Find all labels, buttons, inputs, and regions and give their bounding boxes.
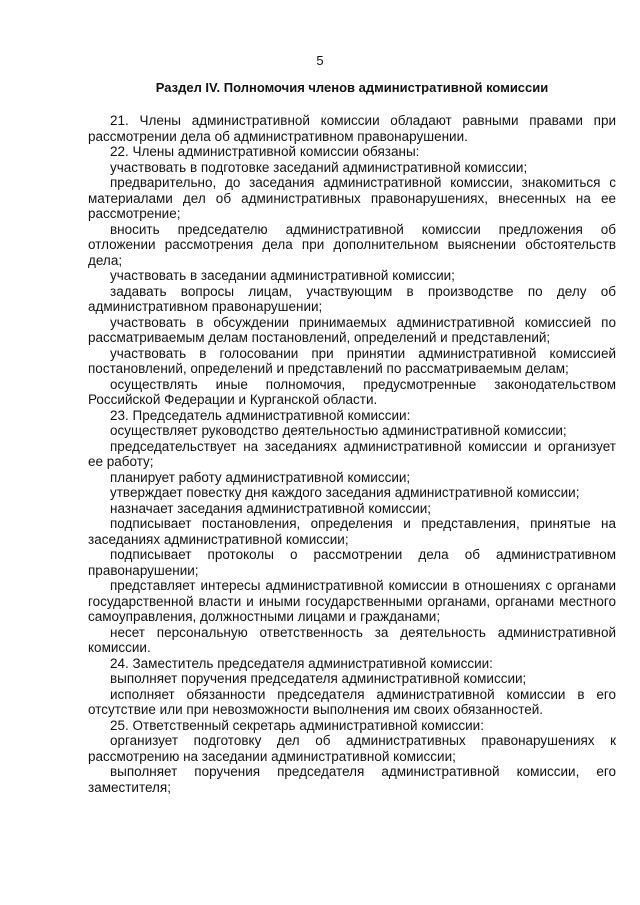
paragraph: участвовать в заседании административной комиссии; [110, 268, 455, 283]
paragraph: подписывает протоколы о рассмотрении дела об административном правонарушении; [88, 547, 616, 578]
paragraph: задавать вопросы лицам, участвующим в производстве по делу об административном правонарушении; [88, 283, 616, 314]
paragraph: предварительно, до заседания административной комиссии, знакомиться с материалами дел об административных правонарушениях, внесенных на ее рассмотрение; [88, 175, 616, 221]
paragraph: выполняет поручения председателя административной комиссии, его заместителя; [88, 764, 616, 795]
document-body [88, 113, 616, 795]
paragraph: участвовать в подготовке заседаний административной комиссии; [110, 159, 528, 175]
page-number: 5 [316, 53, 324, 68]
paragraph: 22. Члены административной комиссии обязаны: [110, 144, 420, 159]
paragraph: вносить председателю административной комиссии предложения об отложении рассмотрения дела при дополнительном выяснении обстоятельств дела; [88, 221, 616, 268]
paragraph: представляет интересы административной комиссии в отношениях с органами государственной власти и иными государственными органами, органами местного самоуправления, должностными лицами и гражданами; [88, 578, 616, 624]
paragraph: председательствует на заседаниях административной комиссии и организует ее работу; [88, 438, 616, 469]
paragraph: несет персональную ответственность за деятельность административной комиссии. [88, 624, 616, 655]
paragraph: подписывает постановления, определения и представления, принятые на заседаниях административной комиссии; [88, 516, 616, 547]
section-title: Раздел IV. Полномочия членов административной комиссии [155, 80, 549, 95]
paragraph: организует подготовку дел об административных правонарушениях к рассмотрению на заседании административной комиссии; [88, 733, 616, 764]
paragraph: исполняет обязанности председателя административной комиссии в его отсутствие или при невозможности выполнения им своих обязанностей. [88, 686, 616, 717]
paragraph: осуществляет руководство деятельностью административной комиссии; [110, 423, 567, 438]
paragraph: участвовать в голосовании при принятии административной комиссией постановлений, определений и представлений по рассматриваемым делам; [88, 345, 616, 376]
paragraph: 24. Заместитель председателя административной комиссии: [110, 655, 493, 671]
paragraph: 25. Ответственный секретарь административной комиссии: [110, 717, 484, 733]
paragraph: назначает заседания административной комиссии; [110, 500, 432, 516]
paragraph: выполняет поручения председателя административной комиссии; [110, 671, 527, 686]
paragraph: участвовать в обсуждении принимаемых административной комиссией по рассматриваемым делам постановлений, определений и представлений; [88, 314, 616, 345]
paragraph: 23. Председатель административной комиссии: [110, 407, 411, 423]
paragraph: 21. Члены административной комиссии обладают равными правами при рассмотрении дела об административном правонарушении. [88, 113, 616, 144]
paragraph: планирует работу административной комиссии; [110, 469, 411, 485]
paragraph: утверждает повестку дня каждого заседания административной комиссии; [110, 485, 580, 500]
paragraph: осуществлять иные полномочия, предусмотренные законодательством Российской Федерации и Курганской области. [88, 376, 616, 407]
